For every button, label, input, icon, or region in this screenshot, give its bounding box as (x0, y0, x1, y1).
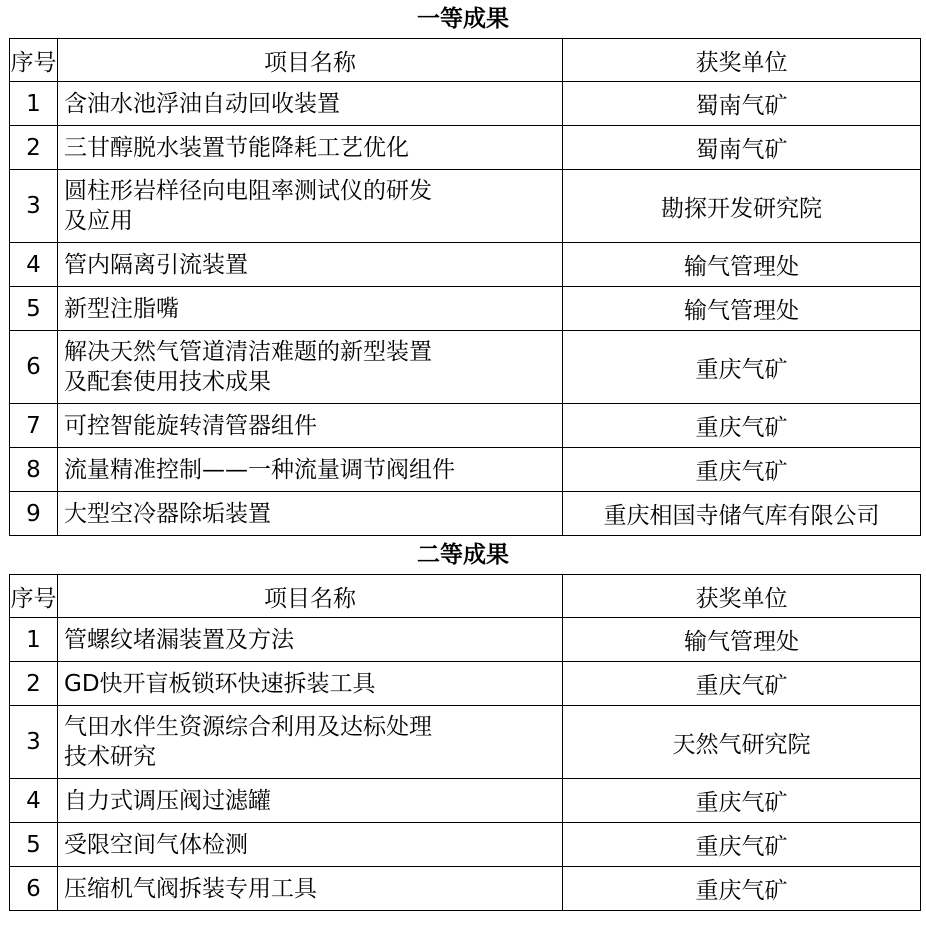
section-title: 二等成果 (417, 542, 509, 568)
project-name-line: 含油水池浮油自动回收装置 (64, 90, 340, 117)
project-name-line: GD快开盲板锁环快速拆装工具 (64, 670, 376, 697)
project-name-line: 自力式调压阀过滤罐 (64, 787, 271, 814)
table-row (10, 618, 921, 662)
awards-table (9, 38, 921, 536)
award-unit: 输气管理处 (563, 287, 921, 331)
header-row (10, 575, 921, 618)
table-row (10, 662, 921, 706)
project-name-line: 及配套使用技术成果 (64, 369, 271, 395)
project-name-line: 及应用 (64, 208, 133, 234)
award-unit: 蜀南气矿 (563, 126, 921, 170)
header-num: 序号 (10, 39, 58, 82)
table-row (10, 448, 921, 492)
header-num: 序号 (10, 575, 58, 618)
project-name-line: 新型注脂嘴 (64, 295, 179, 322)
project-name (58, 448, 563, 492)
project-name (58, 170, 563, 243)
table-row (10, 706, 921, 779)
row-number: 1 (10, 82, 58, 126)
project-name-line: 流量精准控制——一种流量调节阀组件 (64, 456, 455, 483)
project-name-line: 三甘醇脱水装置节能降耗工艺优化 (64, 134, 409, 161)
header-unit: 获奖单位 (563, 39, 921, 82)
award-unit: 重庆气矿 (563, 662, 921, 706)
award-unit: 重庆气矿 (563, 867, 921, 911)
award-unit: 重庆气矿 (563, 448, 921, 492)
header-unit: 获奖单位 (563, 575, 921, 618)
table-row (10, 867, 921, 911)
award-unit: 重庆气矿 (563, 823, 921, 867)
table-row (10, 492, 921, 536)
table-row (10, 243, 921, 287)
row-number: 5 (10, 287, 58, 331)
row-number: 4 (10, 243, 58, 287)
awards-table (9, 574, 921, 911)
project-name-line: 圆柱形岩样径向电阻率测试仪的研发 (64, 178, 432, 204)
award-unit: 天然气研究院 (563, 706, 921, 779)
project-name (58, 331, 563, 404)
project-name-line: 压缩机气阀拆装专用工具 (64, 875, 317, 902)
award-unit: 重庆气矿 (563, 404, 921, 448)
row-number: 3 (10, 706, 58, 779)
award-unit: 重庆气矿 (563, 331, 921, 404)
award-unit: 勘探开发研究院 (563, 170, 921, 243)
table-row (10, 170, 921, 243)
project-name-line: 技术研究 (64, 744, 156, 770)
row-number: 5 (10, 823, 58, 867)
header-name: 项目名称 (58, 575, 563, 618)
project-name-line: 大型空冷器除垢装置 (64, 500, 271, 527)
award-unit: 蜀南气矿 (563, 82, 921, 126)
project-name (58, 662, 563, 706)
row-number: 4 (10, 779, 58, 823)
header-name: 项目名称 (58, 39, 563, 82)
project-name (58, 867, 563, 911)
project-name-line: 气田水伴生资源综合利用及达标处理 (64, 714, 432, 740)
award-unit: 输气管理处 (563, 243, 921, 287)
project-name-line: 解决天然气管道清洁难题的新型装置 (64, 339, 432, 365)
project-name (58, 706, 563, 779)
project-name-line: 管内隔离引流装置 (64, 251, 248, 278)
award-unit: 重庆相国寺储气库有限公司 (563, 492, 921, 536)
table-row (10, 404, 921, 448)
table-row (10, 287, 921, 331)
table-row (10, 823, 921, 867)
project-name (58, 82, 563, 126)
row-number: 6 (10, 331, 58, 404)
row-number: 8 (10, 448, 58, 492)
row-number: 2 (10, 126, 58, 170)
project-name (58, 618, 563, 662)
row-number: 2 (10, 662, 58, 706)
project-name (58, 404, 563, 448)
table-row (10, 82, 921, 126)
table-row (10, 331, 921, 404)
award-unit: 重庆气矿 (563, 779, 921, 823)
row-number: 6 (10, 867, 58, 911)
project-name (58, 779, 563, 823)
project-name-line: 受限空间气体检测 (64, 831, 248, 858)
row-number: 3 (10, 170, 58, 243)
table-row (10, 126, 921, 170)
award-unit: 输气管理处 (563, 618, 921, 662)
header-row (10, 39, 921, 82)
project-name (58, 287, 563, 331)
project-name-line: 管螺纹堵漏装置及方法 (64, 626, 294, 653)
row-number: 7 (10, 404, 58, 448)
project-name (58, 126, 563, 170)
project-name (58, 243, 563, 287)
row-number: 9 (10, 492, 58, 536)
project-name (58, 492, 563, 536)
project-name-line: 可控智能旋转清管器组件 (64, 412, 317, 439)
section-title: 一等成果 (417, 6, 509, 32)
row-number: 1 (10, 618, 58, 662)
project-name (58, 823, 563, 867)
table-row (10, 779, 921, 823)
